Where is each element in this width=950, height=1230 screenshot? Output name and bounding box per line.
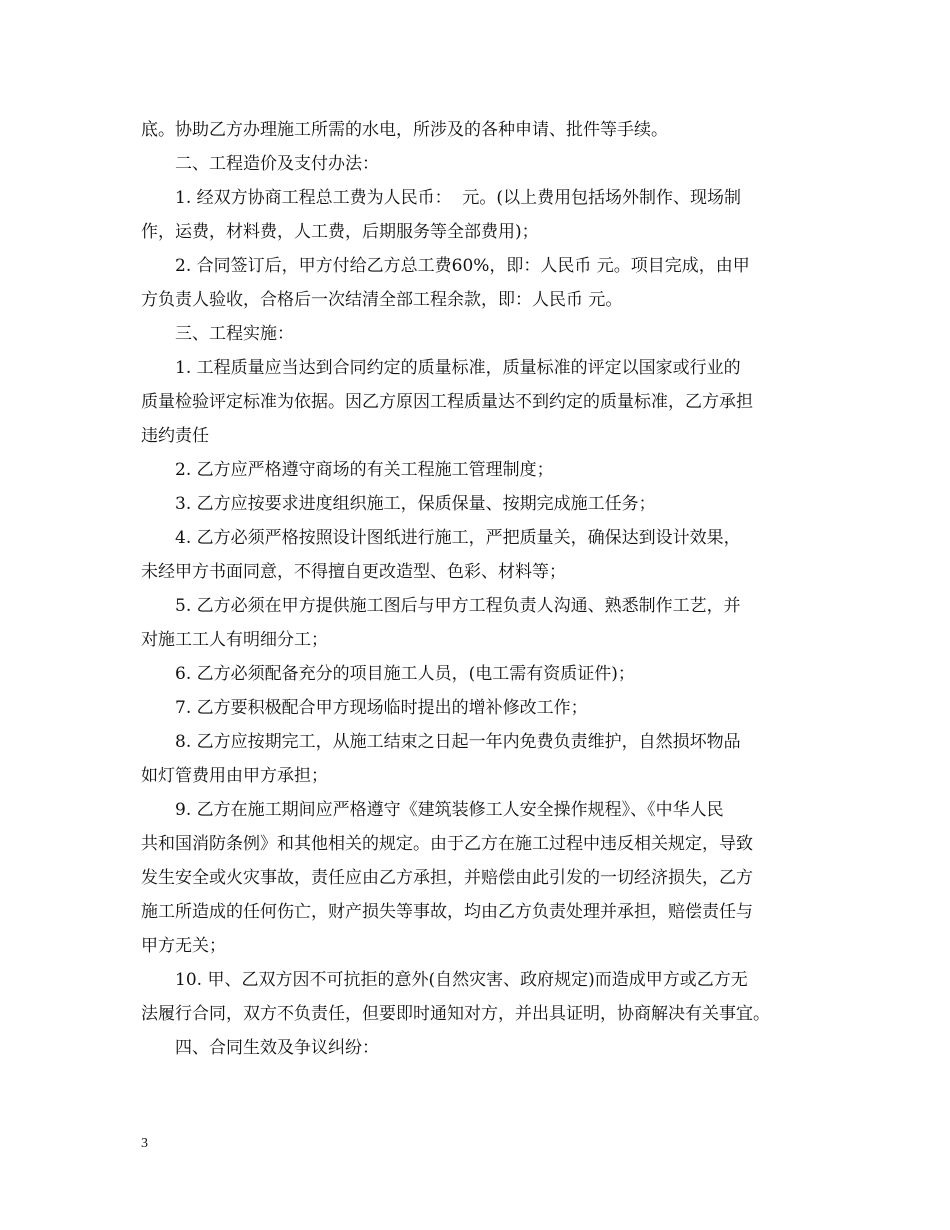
text-line: 7. 乙方要积极配合甲方现场临时提出的增补修改工作；	[175, 698, 588, 718]
text-line: 施工所造成的任何伤亡，财产损失等事故，均由乙方负责处理并承担，赔偿责任与	[141, 902, 753, 922]
text-line: 四、合同生效及争议纠纷：	[175, 1038, 379, 1058]
text-line: 方负责人验收，合格后一次结清全部工程余款，即：人民币 元。	[141, 290, 623, 310]
text-line: 3. 乙方应按要求进度组织施工，保质保量、按期完成施工任务；	[175, 494, 656, 514]
text-line: 2. 合同签订后，甲方付给乙方总工费60%，即：人民币 元。项目完成，由甲	[175, 256, 750, 276]
text-line: 底。协助乙方办理施工所需的水电，所涉及的各种申请、批件等手续。	[141, 120, 668, 140]
text-line: 1. 工程质量应当达到合同约定的质量标准，质量标准的评定以国家或行业的	[175, 358, 741, 378]
text-line: 共和国消防条例》和其他相关的规定。由于乙方在施工过程中违反相关规定，导致	[141, 834, 753, 854]
text-line: 4. 乙方必须严格按照设计图纸进行施工，严把质量关，确保达到设计效果，	[175, 528, 741, 548]
text-line: 发生安全或火灾事故，责任应由乙方承担，并赔偿由此引发的一切经济损失，乙方	[141, 868, 753, 888]
text-line: 6. 乙方必须配备充分的项目施工人员，(电工需有资质证件)；	[175, 664, 635, 684]
text-line: 甲方无关；	[141, 936, 226, 956]
text-line: 9. 乙方在施工期间应严格遵守《建筑装修工人安全操作规程》、《中华人民	[175, 800, 724, 820]
text-line: 2. 乙方应严格遵守商场的有关工程施工管理制度；	[175, 460, 554, 480]
text-line: 作，运费，材料费，人工费，后期服务等全部费用)；	[141, 222, 539, 242]
text-line: 如灯管费用由甲方承担；	[141, 766, 328, 786]
text-line: 10. 甲、乙双方因不可抗拒的意外(自然灾害、政府规定)而造成甲方或乙方无	[175, 970, 748, 990]
text-line: 未经甲方书面同意，不得擅自更改造型、色彩、材料等；	[141, 562, 566, 582]
text-line: 法履行合同，双方不负责任，但要即时通知对方，并出具证明，协商解决有关事宜。	[141, 1004, 770, 1024]
page-number: 3	[141, 1136, 148, 1151]
text-line: 8. 乙方应按期完工，从施工结束之日起一年内免费负责维护，自然损坏物品	[175, 732, 741, 752]
text-line: 1. 经双方协商工程总工费为人民币： 元。(以上费用包括场外制作、现场制	[175, 188, 742, 208]
text-line: 二、工程造价及支付办法：	[175, 154, 379, 174]
text-line: 三、工程实施：	[175, 324, 294, 344]
text-line: 5. 乙方必须在甲方提供施工图后与甲方工程负责人沟通、熟悉制作工艺，并	[175, 596, 741, 616]
document-body	[141, 113, 821, 1065]
text-line: 违约责任	[141, 426, 209, 446]
text-line: 对施工工人有明细分工；	[141, 630, 328, 650]
text-line: 质量检验评定标准为依据。因乙方原因工程质量达不到约定的质量标准，乙方承担	[141, 392, 753, 412]
